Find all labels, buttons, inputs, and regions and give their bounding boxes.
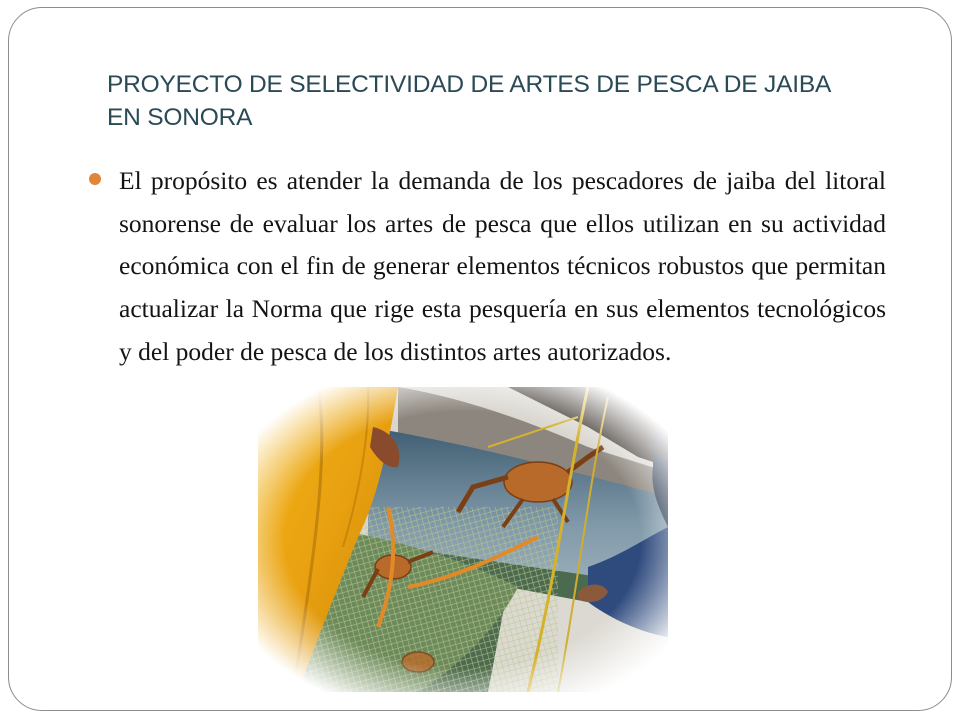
fishing-photo-illustration — [258, 387, 668, 692]
bullet-text: El propósito es atender la demanda de los pescadores de jaiba del litoral sonorense de evaluar los artes de pesca que ellos utilizan en su actividad económica con el fin de generar elementos técnicos robustos que permitan actualizar la Norma que rige esta pesquería en sus elementos tecnológicos y del poder de pesca de los distintos artes autorizados. — [119, 166, 886, 366]
slide-title: PROYECTO DE SELECTIVIDAD DE ARTES DE PESCA DE JAIBA EN SONORA — [107, 71, 830, 131]
bullet-dot-icon — [89, 173, 101, 185]
fishing-photo — [258, 387, 668, 692]
